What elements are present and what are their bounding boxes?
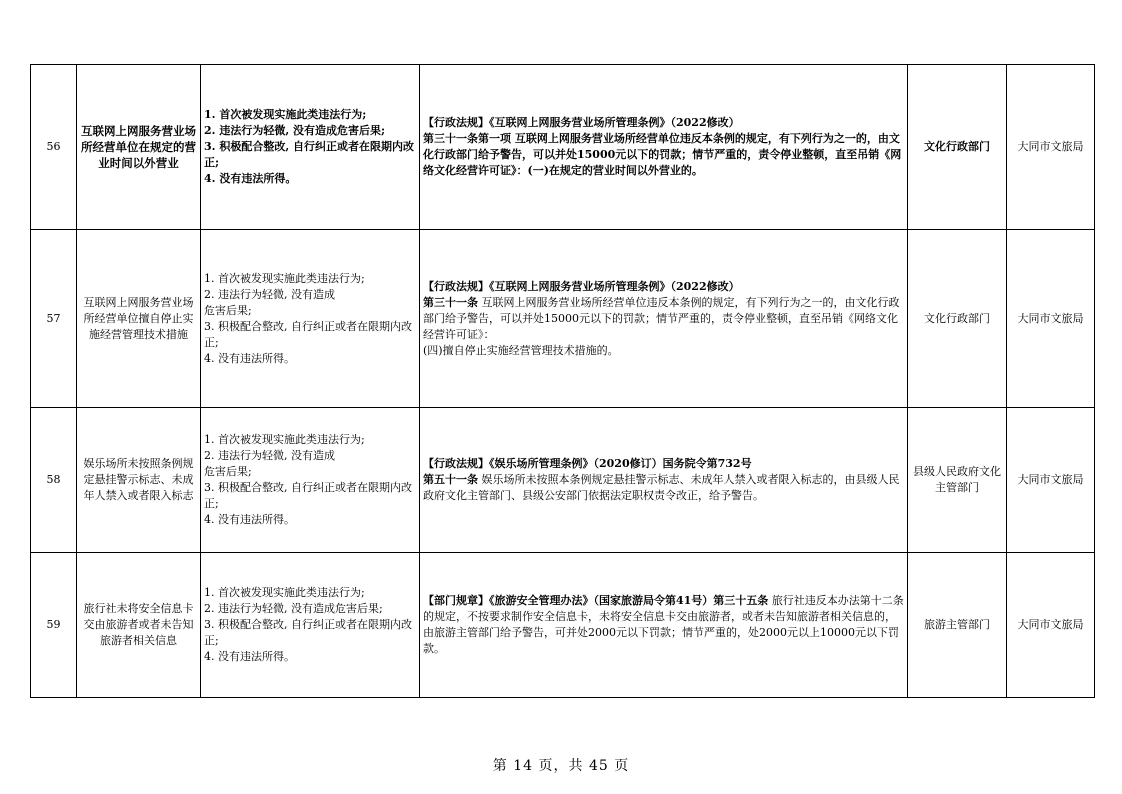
enforcement-department: 文化行政部门: [908, 230, 1007, 408]
enforcement-department: 旅游主管部门: [908, 553, 1007, 698]
condition-item: 危害后果;: [204, 303, 252, 317]
law-article: 第三十一条第一项: [423, 132, 511, 145]
law-article: 第三十一条: [423, 295, 478, 309]
row-number: 57: [31, 230, 77, 408]
table-row: [31, 230, 1095, 408]
table-row: [31, 408, 1095, 553]
condition-item: 4. 没有违法所得。: [204, 351, 295, 365]
row-number: 58: [31, 408, 77, 553]
violation-name: 旅行社未将安全信息卡交由旅游者或者未告知旅游者相关信息: [77, 553, 201, 698]
law-heading: 【行政法规】《互联网上网服务营业场所管理条例》（2022修改）: [423, 116, 740, 129]
condition-item: 2. 违法行为轻微, 没有造成: [204, 287, 335, 301]
law-body: 旅行社违反本办法第十二条的规定，不按要求制作安全信息卡，未将安全信息卡交由旅游者，或者未告知旅游者相关信息的，由旅游主管部门给予警告，可并处2000元以下罚款；情节严重的，处2000元以上10000元以下罚款。: [423, 594, 904, 655]
law-heading: 【部门规章】《旅游安全管理办法》（国家旅游局令第41号）第三十五条: [423, 594, 769, 607]
agency-name: 大同市文旅局: [1007, 65, 1095, 230]
enforcement-department: 县级人民政府文化主管部门: [908, 408, 1007, 553]
legal-basis: [420, 230, 908, 408]
condition-item: 4. 没有违法所得。: [204, 513, 295, 526]
law-text: [423, 593, 904, 657]
agency-name: 大同市文旅局: [1007, 230, 1095, 408]
condition-item: 3. 积极配合整改, 自行纠正或者在限期内改正;: [204, 618, 412, 647]
exemption-conditions: [201, 230, 420, 408]
exemption-conditions: [201, 65, 420, 230]
exemption-conditions: [201, 553, 420, 698]
condition-item: 4. 没有违法所得。: [204, 172, 297, 185]
agency-name: 大同市文旅局: [1007, 408, 1095, 553]
violation-name: 娱乐场所未按照条例规定悬挂警示标志、未成年人禁入或者限入标志: [77, 408, 201, 553]
agency-name: 大同市文旅局: [1007, 553, 1095, 698]
exemption-conditions: [201, 408, 420, 553]
condition-item: 3. 积极配合整改, 自行纠正或者在限期内改正;: [204, 140, 414, 169]
condition-item: 1. 首次被发现实施此类违法行为;: [204, 586, 365, 599]
law-body: 互联网上网服务营业场所经营单位违反本条例的规定，有下列行为之一的，由文化行政部门给予警告，可以并处15000元以下的罚款；情节严重的，责令停业整顿，直至吊销《网络文化经营许可证》：: [423, 295, 900, 341]
condition-item: 3. 积极配合整改, 自行纠正或者在限期内改正;: [204, 319, 412, 349]
law-article: 第五十一条: [423, 473, 478, 486]
page-footer: 第 14 页，共 45 页: [492, 758, 630, 774]
law-body: 娱乐场所未按照本条例规定悬挂警示标志、未成年人禁入或者限入标志的，由县级人民政府文化主管部门、县级公安部门依据法定职权责令改正，给予警告。: [423, 473, 900, 502]
table-row: [31, 553, 1095, 698]
violation-name: 互联网上网服务营业场所经营单位在规定的营业时间以外营业: [77, 65, 201, 230]
legal-basis: [420, 553, 908, 698]
condition-item: 1. 首次被发现实施此类违法行为;: [204, 108, 367, 121]
legal-basis: [420, 65, 908, 230]
condition-item: 危害后果;: [204, 465, 252, 478]
condition-item: 1. 首次被发现实施此类违法行为;: [204, 271, 365, 285]
condition-item: 2. 违法行为轻微, 没有造成: [204, 449, 335, 462]
legal-basis: [420, 408, 908, 553]
law-text: [423, 295, 904, 343]
enforcement-department: 文化行政部门: [908, 65, 1007, 230]
condition-item: 2. 违法行为轻微, 没有造成危害后果;: [204, 124, 386, 137]
row-number: 56: [31, 65, 77, 230]
penalty-table: [30, 64, 1095, 698]
condition-item: 4. 没有违法所得。: [204, 650, 295, 663]
condition-item: 1. 首次被发现实施此类违法行为;: [204, 433, 365, 446]
violation-name: 互联网上网服务营业场所经营单位擅自停止实施经营管理技术措施: [77, 230, 201, 408]
law-heading: 【行政法规】《互联网上网服务营业场所管理条例》（2022修改）: [423, 279, 740, 293]
condition-item: 3. 积极配合整改, 自行纠正或者在限期内改正;: [204, 481, 412, 510]
law-body: 互联网上网服务营业场所经营单位违反本条例的规定，有下列行为之一的，由文化行政部门给予警告，可以并处15000元以下的罚款；情节严重的，责令停业整顿，直至吊销《网络文化经营许可证》：(一)在规定的营业时间以外营业的。: [423, 132, 902, 177]
condition-item: 2. 违法行为轻微, 没有造成危害后果;: [204, 602, 383, 615]
law-text: [423, 472, 904, 504]
law-item: (四)擅自停止实施经营管理技术措施的。: [423, 343, 619, 357]
law-heading: 【行政法规】《娱乐场所管理条例》（2020修订）国务院令第732号: [423, 457, 752, 470]
table-row: [31, 65, 1095, 230]
law-text: [423, 131, 904, 179]
row-number: 59: [31, 553, 77, 698]
